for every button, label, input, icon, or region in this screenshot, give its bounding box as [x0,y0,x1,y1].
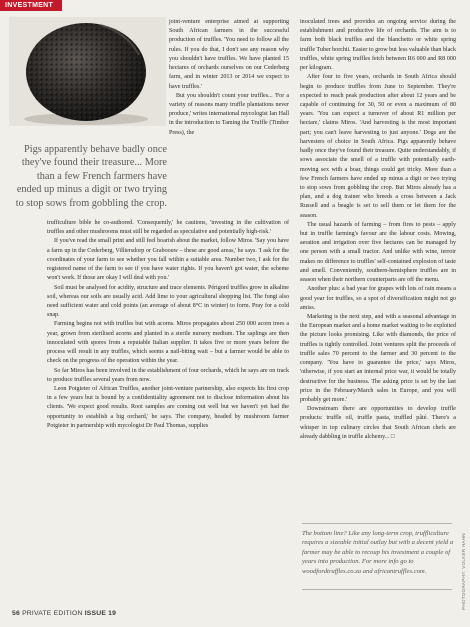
column-left [47,219,289,431]
photo-credit: PHOTOGRAPHY: VOLKER HAHN [461,533,466,610]
issue-number: ISSUE 19 [84,610,117,617]
column-upper-middle [169,18,289,138]
pull-quote: Pigs apparently behave badly once they've found their treasure... More than a few French farmers have ended up minus a digit or two trying to stop sows from gobbling the crop. [15,144,167,209]
paragraph: Marketing is the next step, and with a seasonal advantage in the European market and a home market waiting to be exploited the picture looks promising. Like with diamonds, the price of truffles is tightly controlled. Joint ventures split the proceeds of truffle sales 70 percent to the farmer and 30 percent to the company. 'You have to guarantee the price,' says Miros, 'otherwise, if you start an internal price war, it would be totally destructive for the business. The asking price is set by the last price in the February/March sales in Europe, and you will probably get more.' [300,314,456,403]
box-rule-top [302,523,452,524]
page-footer [12,610,116,617]
paragraph: joint-venture enterprise aimed at supporting South African farmers in the successful production of truffles. 'You need to follow all the rules. If you do that, I don't see any reason why you shouldn't have truffles. We have planted 15 hectares of orchards ourselves on our Cederberg farm, and in winter 2013 or 2014 we expect to have truffles.' [169,19,289,90]
paragraph: The usual hazards of farming – from fires to pests – apply but in truffle farming's favour are the labour costs. Mowing, aeration and irrigation over five hectares can be managed by one person with a small tractor. And unlike with wine, terroir makes no difference to truffles' self-contained explosion of taste and smell. Conveniently, southern-hemisphere truffles are in season when their northern counterparts are off the menu. [300,221,456,284]
box-rule-bottom [302,589,452,590]
paragraph: After four to five years, orchards in South Africa should begin to produce truffles from June to September. They're expected to reach peak production after about 12 years and be capable of continuing for 30, 50 or even a maximum of 80 years. 'You can expect a turnover of about R1 million per hectare,' claims Miros. 'And harvesting is the most important part; you can't leave harvesting to just anyone.' Dogs are the harvesters of choice in South Africa. Pigs apparently behave badly once they've found their treasure. Quite understandably, if sows associate the smell of a truffle with potentially earth-moving sex with a boar, things could get tricky. More than a few French farmers have ended up minus a digit or two trying to stop sows from gobbling the crop. But Miros already has a plan, and a dog trainer who breeds a cross between a Jack Russell and a beagle is set to sell them or let them for the season. [300,74,456,219]
paragraph: So far Miros has been involved in the establishment of four orchards, which he says are on track to produce truffles several years from now. [47,367,289,383]
bottom-line-box: The bottom line? Like any long-term crop, truffliculture requires a sizeable initial outlay but with a decent yield a farmer may be able to recoup his investment a couple of years into production. For more info go to woodfordtruffles.co.za and africantruffles.com. [302,530,454,575]
paragraph: If you've read the small print and still feel boarish about the market, follow Miros. 'Say you have a farm up in the Cederberg, Villiersdorp or Graboouw – these are good areas,' he says. 'I ask for the coordinates of your farm to see whether you fall within a suitable area. Number two, I ask for the registered name of the farm to see if you have water rights. If you haven't got water, the scheme won't work. If those are okay I will deal with you.' [47,238,289,282]
truffle-image [9,17,166,126]
paragraph: Soil must be analysed for acidity, structure and trace elements. Périgord truffles grow in alkaline soil, whereas our soils are usually acid. Add lime to your agricultural shopping list. The fungi also need sufficient water and cold points (an average of about 8°C in winter) to form. Pray for a cold snap. [47,284,289,319]
paragraph: trufficulture bible he co-authored. 'Consequently,' he cautions, 'investing in the cultivation of truffles and other mushrooms must still be regarded as speculative and potentially high-risk.' [47,220,289,236]
end-mark-icon: □ [390,433,395,440]
column-right [300,18,456,442]
page-number: 56 [12,610,20,617]
paragraph: Leon Potgieter of African Truffles, another joint-venture partnership, also expects his first crop in a few years but is bound by a confidentiality agreement not to disclose information about his clients. 'We expect good results. Root samples are coming out well but we haven't yet had the opportunity to establish a big orchard,' he says. The company, headed by mushroom farmer Potgieter in partnership with mycologist Dr Paul Thomas, supplies [47,385,289,429]
publication-name: PRIVATE EDITION [22,610,83,617]
paragraph [300,405,456,442]
paragraph: Farming begins not with truffles but with acorns. Miros propagates about 250 000 acorn trees a year, grown from sterilised acorns and planted in a sterile nursery medium. The saplings are then innoculated with spores from a reputable Italian supplier. It takes five or more years before the process will result in any truffles, which seems a nail-biting wait – but a farmer would be able to check on the progress of the operation within the year. [47,321,289,365]
paragraph: Another plus: a bad year for grapes with lots of rain means a good year for truffles, so a spot of diversification might not go amiss. [300,286,456,311]
paragraph: inoculated trees and provides an ongoing service during the establishment and productive life of orchards. The aim is to farm both black truffles and the blanchetto or white spring truffle Tuber borchii. Easier to grow but less valuable than black truffles, white spring truffles fetch between R6 000 and R8 000 per kilogram. [300,19,456,72]
truffle-photo [9,17,166,126]
paragraph-text: Downstream there are opportunities to develop truffle products: truffle oil, truffle pasta, truffled pâté. There's a whisper in top culinary circles that South African chefs are already dabbling in truffle alchemy... [300,406,456,440]
section-tag: INVESTMENT [0,0,62,11]
paragraph: But you shouldn't count your truffles... 'For a variety of reasons many truffle plantations never produce,' writes international mycologist Ian Hall in the introduction to Taming the Truffle (Timber Press), the [169,92,289,136]
